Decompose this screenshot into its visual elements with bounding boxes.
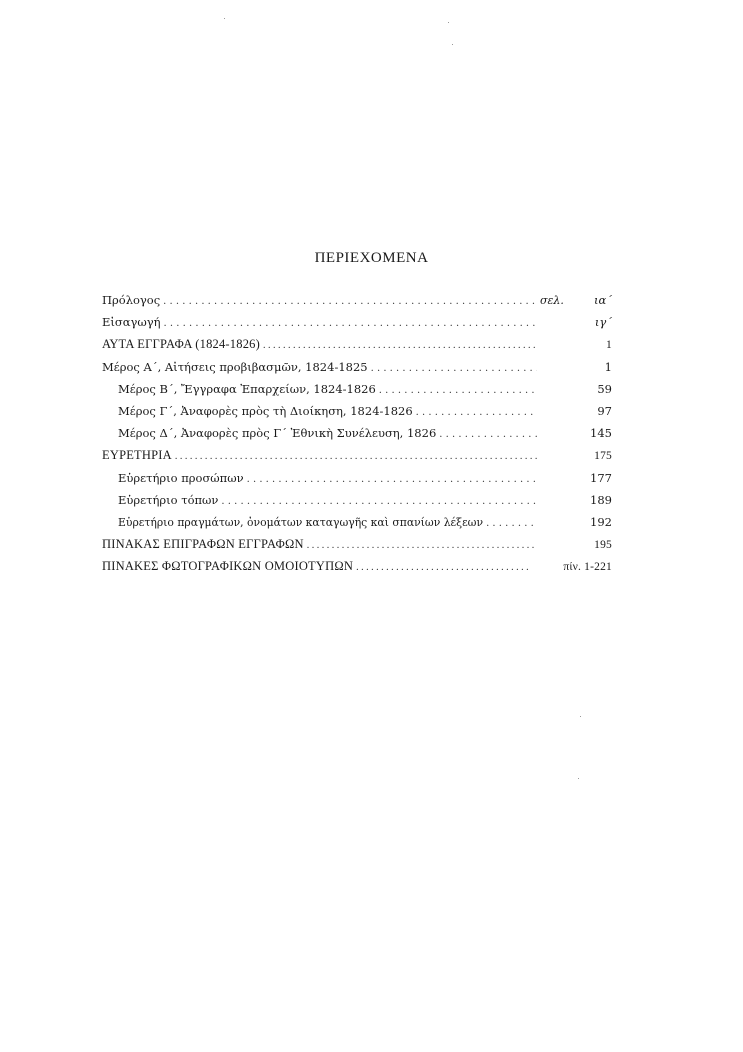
toc-page-number: 97 <box>597 403 612 418</box>
toc-row <box>102 444 612 466</box>
toc-dot-leader <box>263 335 537 357</box>
scan-speck <box>578 778 579 779</box>
toc-entry-title: ΕΥΡΕΤΗΡΙΑ <box>102 448 172 463</box>
scan-speck <box>580 716 581 717</box>
toc-page-prefix: σελ. <box>540 294 564 307</box>
toc-dot-leader <box>307 535 537 557</box>
toc-row <box>102 533 612 555</box>
toc-dot-leader <box>175 446 537 468</box>
toc-page-number: 177 <box>590 470 612 485</box>
toc-entry-title: Μέρος Δ΄, Ἀναφορὲς πρὸς Γ΄ Ἐθνικὴ Συνέλευση, 1826 <box>118 426 437 441</box>
toc-dot-leader <box>486 513 537 535</box>
toc-entry-title: Μέρος Β΄, Ἔγγραφα Ἐπαρχείων, 1824-1826 <box>118 381 376 396</box>
toc-row <box>102 356 612 378</box>
toc-entry-title: Εὑρετήριο πραγμάτων, ὀνομάτων καταγωγῆς καὶ σπανίων λέξεων <box>118 515 484 529</box>
toc-entry-title: Εὑρετήριο προσώπων <box>118 470 244 485</box>
toc-entry-title: ΠΙΝΑΚΑΣ ΕΠΙΓΡΑΦΩΝ ΕΓΓΡΑΦΩΝ <box>102 537 304 552</box>
toc-page-number: ια΄ <box>593 293 612 307</box>
toc-page-number: ιγ΄ <box>594 315 612 330</box>
toc-row <box>102 333 612 355</box>
toc-row <box>102 422 612 444</box>
toc-dot-leader <box>356 557 529 579</box>
toc-row <box>102 511 612 533</box>
toc-row <box>102 467 612 489</box>
toc-entry-title: ΑΥΤΑ ΕΓΓΡΑΦΑ (1824-1826) <box>102 337 260 352</box>
toc-row <box>102 489 612 511</box>
toc-dot-leader <box>163 291 537 313</box>
toc-dot-leader <box>221 491 537 513</box>
toc-row <box>102 400 612 422</box>
toc-dot-leader <box>371 358 537 380</box>
toc-dot-leader <box>439 424 537 446</box>
toc-page-number: 195 <box>594 539 612 552</box>
scan-speck <box>452 44 453 45</box>
toc-page-number: 1 <box>604 359 612 374</box>
toc-page-number: 1 <box>606 339 612 352</box>
toc-page-number: 189 <box>590 492 612 507</box>
toc-row <box>102 289 612 311</box>
scan-speck <box>448 22 449 23</box>
toc-dot-leader <box>379 380 537 402</box>
toc-entry-title: Εἰσαγωγή <box>102 315 161 330</box>
toc-entry-title: Μέρος Α΄, Αἰτήσεις προβιβασμῶν, 1824-1825 <box>102 359 368 374</box>
toc-entry-title: Μέρος Γ΄, Ἀναφορὲς πρὸς τὴ Διοίκηση, 1824-1826 <box>118 403 413 418</box>
toc-page-number: 59 <box>597 381 612 396</box>
toc-entry-title: Πρόλογος <box>102 293 161 307</box>
toc-page-number: πίν. 1-221 <box>563 561 612 574</box>
page-title: ΠΕΡΙΕΧΟΜΕΝΑ <box>314 250 429 266</box>
toc-row <box>102 311 612 333</box>
toc-row <box>102 378 612 400</box>
toc-entry-title: Εὑρετήριο τόπων <box>118 492 219 507</box>
toc-dot-leader <box>164 313 537 335</box>
toc-entry-title: ΠΙΝΑΚΕΣ ΦΩΤΟΓΡΑΦΙΚΩΝ ΟΜΟΙΟΤΥΠΩΝ <box>102 559 354 574</box>
toc-row <box>102 555 612 577</box>
toc-page-number: 192 <box>590 514 612 529</box>
toc-page-number: 175 <box>594 450 612 463</box>
scan-speck <box>224 18 225 19</box>
toc-dot-leader <box>247 469 537 491</box>
table-of-contents <box>102 289 612 577</box>
toc-page-number: 145 <box>590 426 612 441</box>
toc-dot-leader <box>416 402 537 424</box>
